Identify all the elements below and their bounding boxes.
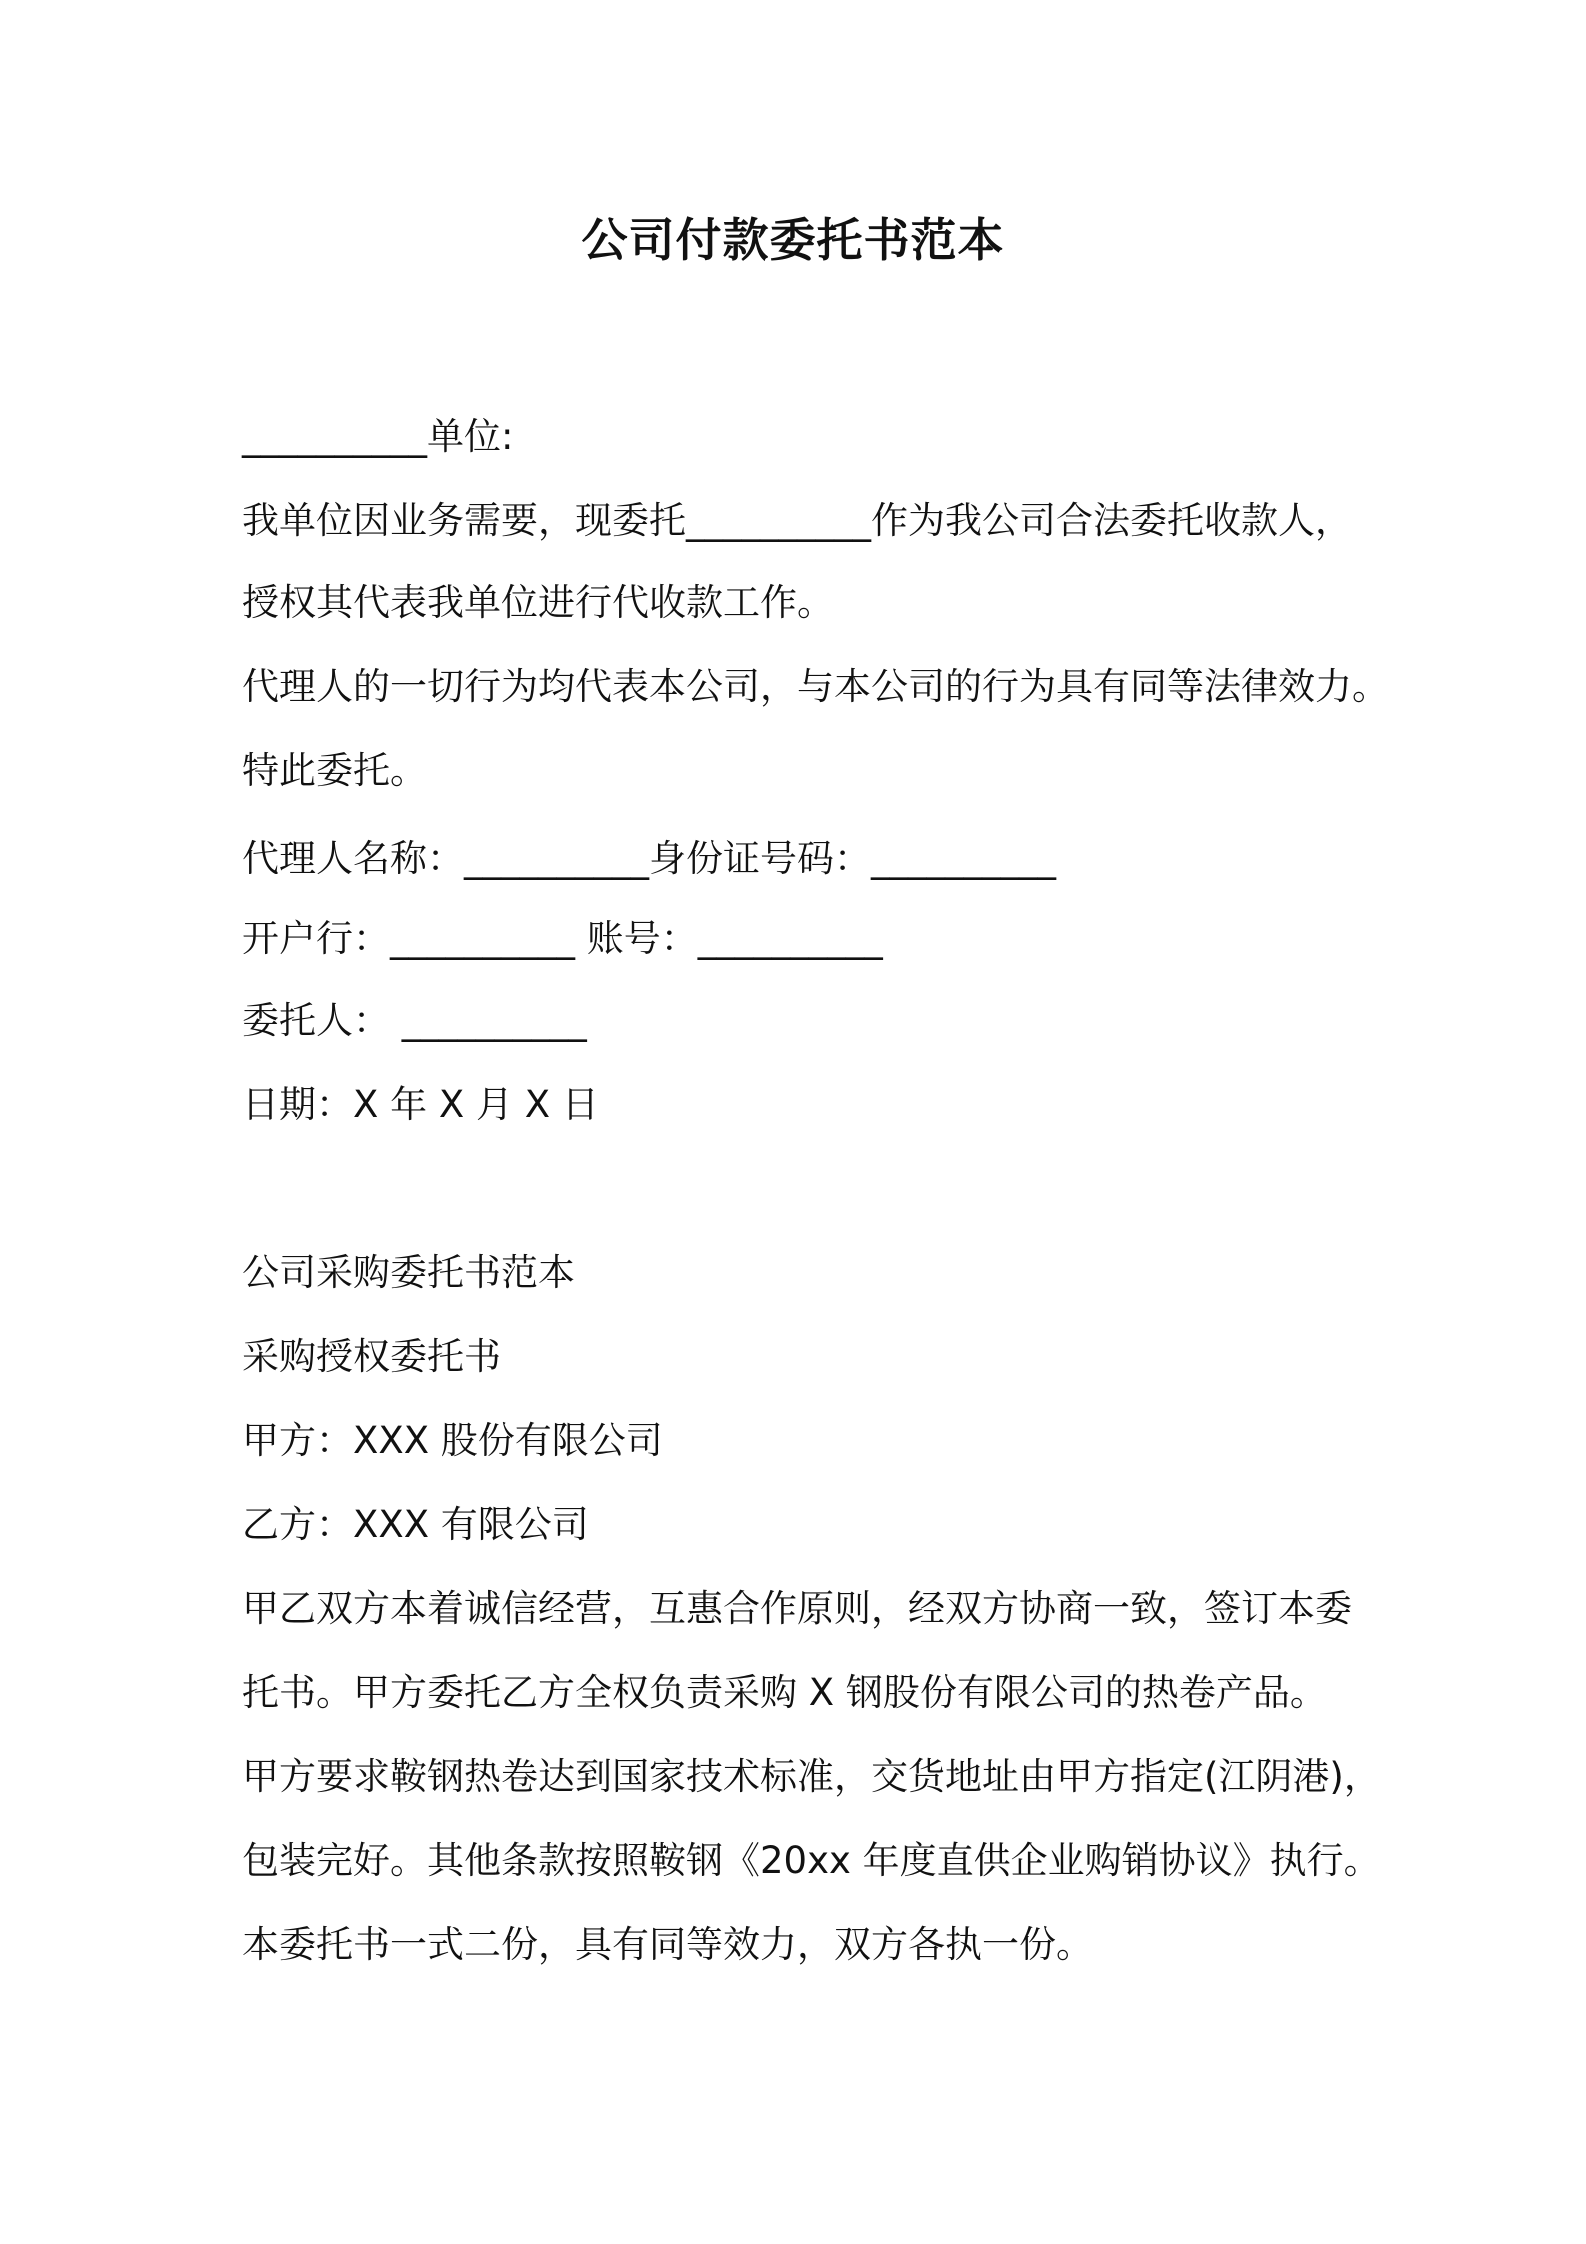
date-line: 日期：X 年 X 月 X 日 bbox=[242, 1083, 599, 1126]
body-paragraph-line: 包装完好。其他条款按照鞍钢《20xx 年度直供企业购销协议》执行。 bbox=[242, 1839, 1381, 1882]
body-paragraph-line: 本委托书一式二份，具有同等效力，双方各执一份。 bbox=[242, 1923, 1093, 1966]
bank-account-line: 开户行：__________ 账号：__________ bbox=[242, 917, 883, 960]
body-paragraph-line: 甲乙双方本着诚信经营，互惠合作原则，经双方协商一致，签订本委 bbox=[242, 1587, 1352, 1630]
body-paragraph-line: 授权其代表我单位进行代收款工作。 bbox=[242, 581, 834, 624]
principal-line: 委托人： __________ bbox=[242, 999, 587, 1042]
body-paragraph-line: 托书。甲方委托乙方全权负责采购 X 钢股份有限公司的热卷产品。 bbox=[242, 1671, 1327, 1714]
body-paragraph-line: 甲方要求鞍钢热卷达到国家技术标准，交货地址由甲方指定(江阴港)， bbox=[242, 1755, 1381, 1798]
body-paragraph-line: 我单位因业务需要，现委托__________作为我公司合法委托收款人， bbox=[242, 499, 1352, 542]
agent-name-id-line: 代理人名称：__________身份证号码：__________ bbox=[242, 837, 1056, 880]
section-heading: 公司采购委托书范本 bbox=[242, 1251, 575, 1294]
section-subheading: 采购授权委托书 bbox=[242, 1335, 501, 1378]
closing-line: 特此委托。 bbox=[242, 749, 427, 792]
body-paragraph-line: 代理人的一切行为均代表本公司，与本公司的行为具有同等法律效力。 bbox=[242, 665, 1389, 708]
party-a-line: 甲方：XXX 股份有限公司 bbox=[242, 1419, 663, 1462]
unit-line: __________单位: bbox=[242, 415, 514, 458]
document-title: 公司付款委托书范本 bbox=[581, 213, 1005, 267]
party-b-line: 乙方：XXX 有限公司 bbox=[242, 1503, 589, 1546]
